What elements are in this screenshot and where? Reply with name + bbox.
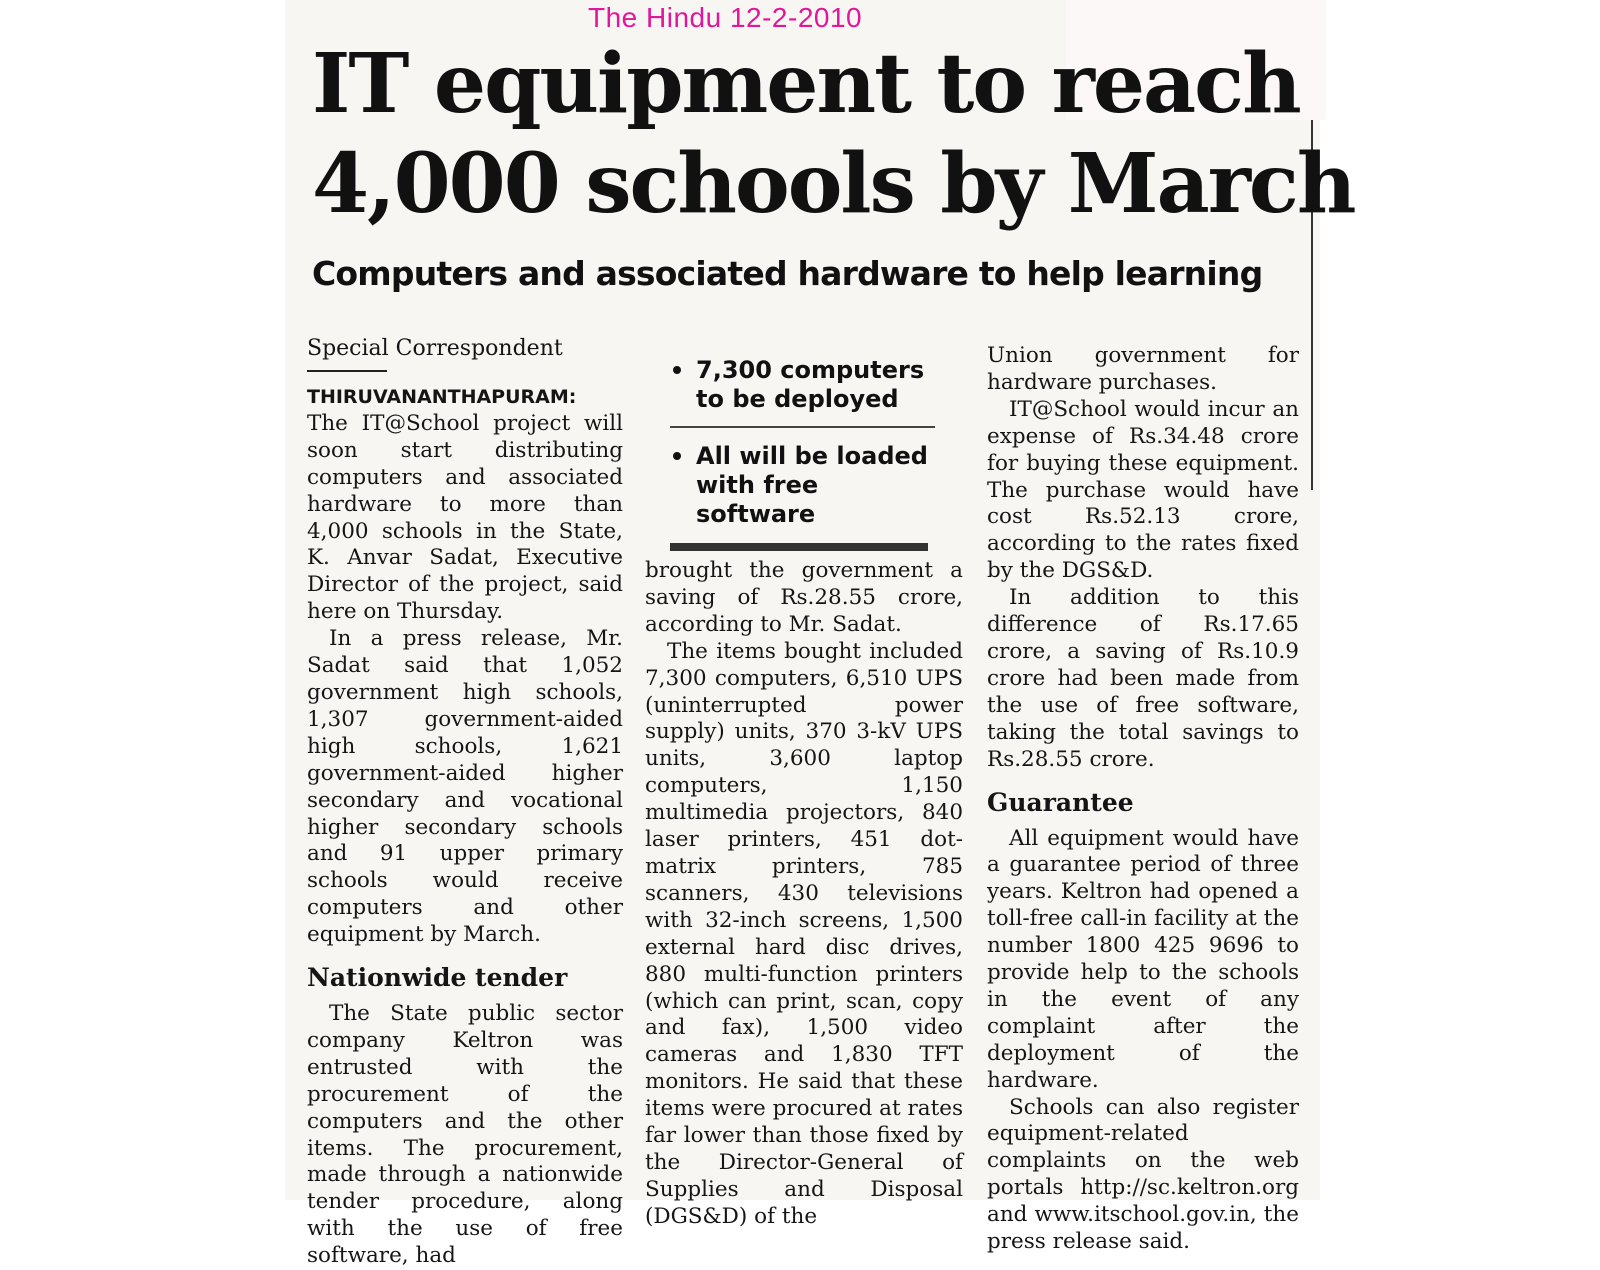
highlight-text: 7,300 computers to be deployed (696, 356, 925, 413)
highlight-item (670, 356, 935, 414)
paragraph (987, 1095, 1299, 1256)
article-column-3 (987, 343, 1299, 1256)
article-column-2 (645, 558, 963, 1231)
paragraph-text: and (987, 1202, 1035, 1228)
headline-line-2: 4,000 schools by March (312, 136, 1355, 232)
paragraph: The State public sector company Keltron was entrusted with the procurement of the computers and the other items. The procurement, made through a nationwide tender procedure, along with the use of free software, had (307, 1001, 623, 1269)
byline: Special Correspondent (307, 336, 563, 361)
subheadline: Computers and associated hardware to help learning (312, 254, 1263, 293)
paragraph: Union government for hardware purchases. (987, 343, 1299, 395)
bullet-icon (673, 452, 681, 460)
article-column-1 (307, 334, 623, 1270)
highlight-bottom-bar (670, 543, 928, 551)
paragraph-text: the press release said. (987, 1202, 1300, 1255)
lead-paragraph-text: The IT@School project will soon start distributing computers and associated hardware to more than 4,000 schools in the State, K. Anvar Sadat, Executive Director of the project, said here on Thursday. (307, 410, 623, 625)
paragraph: All equipment would have a guarantee period of three years. Keltron had opened a toll-free call-in facility at the number 1800 425 9696 to provide help to the schools in the event of any complaint after the deployment of the hardware. (987, 825, 1299, 1093)
paragraph: In a press release, Mr. Sadat said that 1,052 government high schools, 1,307 government-aided high schools, 1,621 government-aided higher secondary and vocational higher secondary schools and 91 upper primary schools would receive computers and other equipment by March. (307, 626, 623, 948)
headline-line-1: IT equipment to reach (312, 36, 1300, 132)
highlights-box (670, 356, 935, 551)
highlight-divider (670, 426, 935, 428)
url-keltron: http://sc.keltron.org (1080, 1175, 1299, 1201)
bullet-icon (673, 366, 681, 374)
headline (312, 34, 1355, 234)
url-itschool: www.itschool.gov.in, (1034, 1202, 1257, 1228)
dateline: THIRUVANANTHAPURAM: (307, 386, 577, 408)
lead-paragraph (307, 384, 623, 626)
highlight-item (670, 442, 935, 529)
paragraph-text: Schools can also register equipment-related complaints on the web portals (987, 1094, 1299, 1201)
section-heading-nationwide-tender: Nationwide tender (307, 963, 568, 993)
paragraph: In addition to this difference of Rs.17.65 crore, a saving of Rs.10.9 crore had been made from the use of free software, taking the total savings to Rs.28.55 crore. (987, 585, 1299, 772)
highlight-text: All will be loaded with free software (696, 442, 928, 528)
paragraph: IT@School would incur an expense of Rs.34.48 crore for buying these equipment. The purchase would have cost Rs.52.13 crore, according to the rates fixed by the DGS&D. (987, 396, 1299, 584)
paragraph: The items bought included 7,300 computers, 6,510 UPS (uninterrupted power supply) units, 370 3-kV UPS units, 3,600 laptop computers, 1,150 multimedia projectors, 840 laser printers, 451 dot-matrix printers, 785 scanners, 430 televisions with 32-inch screens, 1,500 external hard disc drives, 880 multi-function printers (which can print, scan, copy and fax), 1,500 video cameras and 1,830 TFT monitors. He said that these items were procured at rates far lower than those fixed by the Director-General of Supplies and Disposal (DGS&D) of the (645, 638, 963, 1229)
byline-rule (307, 370, 387, 372)
paragraph: brought the government a saving of Rs.28.55 crore, according to Mr. Sadat. (645, 558, 963, 637)
section-heading-guarantee: Guarantee (987, 787, 1134, 817)
source-tag: The Hindu 12-2-2010 (588, 2, 863, 33)
